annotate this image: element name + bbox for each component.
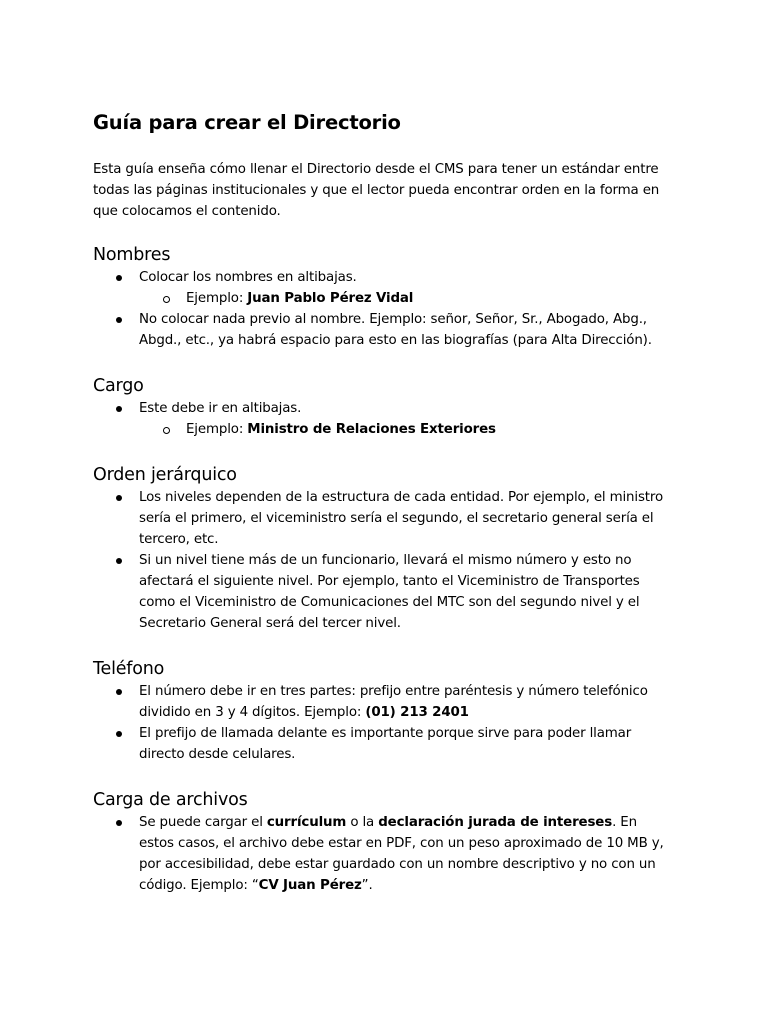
orden-list xyxy=(93,487,673,634)
carga-list xyxy=(93,812,673,896)
document-title: Guía para crear el Directorio xyxy=(93,111,401,134)
list-item-text: Ejemplo: xyxy=(186,422,248,437)
sub-list-item xyxy=(93,288,673,309)
bullet-dot-icon xyxy=(116,317,122,323)
list-item-text: o la xyxy=(346,815,379,830)
list-item-text: El prefijo de llamada delante es importante porque sirve para poder llamar directo desde celulares. xyxy=(139,726,632,762)
bold-text-curriculum: currículum xyxy=(266,815,347,830)
bullet-dot-icon xyxy=(116,275,122,281)
bullet-dot-icon xyxy=(116,731,122,737)
list-item-text: Colocar los nombres en altibajas. xyxy=(139,270,357,285)
example-bold-text: (01) 213 2401 xyxy=(365,705,469,720)
section-heading-cargo: Cargo xyxy=(93,376,144,396)
list-item-text: Ejemplo: xyxy=(186,291,248,306)
example-bold-text: CV Juan Pérez xyxy=(258,878,362,893)
bullet-circle-icon xyxy=(163,296,170,303)
bullet-dot-icon xyxy=(116,495,122,501)
list-item-text: El número debe ir en tres partes: prefijo entre paréntesis y número telefónico dividido en 3 y 4 dígitos. Ejemplo: xyxy=(139,684,648,720)
list-item xyxy=(93,398,673,419)
intro-paragraph: Esta guía enseña cómo llenar el Directorio desde el CMS para tener un estándar entre todas las páginas institucionales y que el lector pueda encontrar orden en la forma en que colocamos el contenido. xyxy=(93,162,660,219)
bullet-circle-icon xyxy=(163,427,170,434)
example-bold-text: Juan Pablo Pérez Vidal xyxy=(247,291,414,306)
example-bold-text: Ministro de Relaciones Exteriores xyxy=(247,422,496,437)
nombres-list xyxy=(93,267,673,351)
bullet-dot-icon xyxy=(116,558,122,564)
list-item xyxy=(93,681,673,723)
section-heading-telefono: Teléfono xyxy=(93,659,165,679)
list-item-text: Este debe ir en altibajas. xyxy=(139,401,302,416)
bullet-dot-icon xyxy=(116,689,122,695)
sub-list-item xyxy=(93,419,673,440)
list-item-text: No colocar nada previo al nombre. Ejemplo: señor, Señor, Sr., Abogado, Abg., Abgd., etc., ya habrá espacio para esto en las biografías (para Alta Dirección). xyxy=(139,312,652,348)
list-item xyxy=(93,309,673,351)
list-item-text: Se puede cargar el xyxy=(139,815,267,830)
list-item-text: Los niveles dependen de la estructura de cada entidad. Por ejemplo, el ministro sería el primero, el viceministro sería el segundo, el secretario general sería el tercero, etc. xyxy=(139,490,663,547)
bullet-dot-icon xyxy=(116,406,122,412)
cargo-list xyxy=(93,398,673,440)
bullet-dot-icon xyxy=(116,820,122,826)
list-item-text: ”. xyxy=(361,878,373,893)
list-item-text: Si un nivel tiene más de un funcionario, llevará el mismo número y esto no afectará el siguiente nivel. Por ejemplo, tanto el Viceministro de Transportes como el Viceministro de Comunicaciones del MTC son del segundo nivel y el Secretario General será del tercer nivel. xyxy=(139,553,640,631)
list-item xyxy=(93,723,673,765)
document-page xyxy=(93,106,673,896)
bold-text-declaracion: declaración jurada de intereses xyxy=(378,815,613,830)
list-item xyxy=(93,487,673,550)
list-item xyxy=(93,812,673,896)
telefono-list xyxy=(93,681,673,765)
list-item-text: . En estos casos, el archivo debe estar en PDF, con un peso aproximado de 10 MB y, por accesibilidad, debe estar guardado con un nombre descriptivo y no con un código. Ejemplo: “ xyxy=(139,815,664,893)
list-item xyxy=(93,550,673,634)
section-heading-nombres: Nombres xyxy=(93,245,171,265)
section-heading-orden-jerarquico: Orden jerárquico xyxy=(93,465,237,485)
section-heading-carga-de-archivos: Carga de archivos xyxy=(93,790,248,810)
list-item xyxy=(93,267,673,288)
